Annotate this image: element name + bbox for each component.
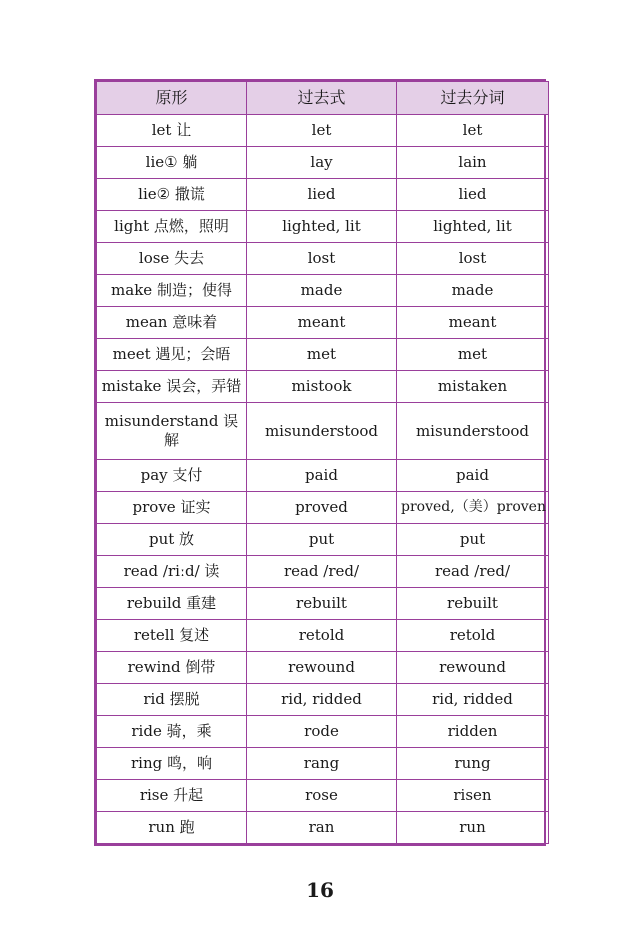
cell-past-tense: ran (247, 812, 397, 844)
cell-past-participle: lain (397, 147, 549, 179)
table-row (97, 403, 549, 460)
table-row (97, 684, 549, 716)
verb-table-frame (94, 79, 546, 846)
cell-base-form: make 制造；使得 (97, 275, 247, 307)
cell-past-participle: retold (397, 620, 549, 652)
cell-past-tense: put (247, 524, 397, 556)
cell-past-tense: rid, ridded (247, 684, 397, 716)
table-row (97, 492, 549, 524)
cell-base-form: retell 复述 (97, 620, 247, 652)
cell-base-form: lose 失去 (97, 243, 247, 275)
cell-past-tense: rebuilt (247, 588, 397, 620)
cell-base-form: meet 遇见；会晤 (97, 339, 247, 371)
cell-past-participle: meant (397, 307, 549, 339)
cell-past-tense: rose (247, 780, 397, 812)
table-row (97, 307, 549, 339)
cell-past-participle: rid, ridded (397, 684, 549, 716)
cell-past-tense: paid (247, 460, 397, 492)
cell-base-form: ride 骑，乘 (97, 716, 247, 748)
cell-past-participle: proved,（美）proven (397, 492, 549, 524)
cell-past-participle: rung (397, 748, 549, 780)
table-row (97, 748, 549, 780)
cell-base-form: rewind 倒带 (97, 652, 247, 684)
cell-past-participle: paid (397, 460, 549, 492)
cell-past-participle: ridden (397, 716, 549, 748)
cell-past-tense: rewound (247, 652, 397, 684)
cell-base-form: let 让 (97, 115, 247, 147)
cell-past-participle: run (397, 812, 549, 844)
cell-base-form: prove 证实 (97, 492, 247, 524)
cell-base-form: light 点燃，照明 (97, 211, 247, 243)
cell-past-participle: put (397, 524, 549, 556)
header-base-form: 原形 (97, 82, 247, 115)
cell-base-form: mean 意味着 (97, 307, 247, 339)
cell-past-tense: lighted, lit (247, 211, 397, 243)
table-row (97, 524, 549, 556)
cell-base-form: put 放 (97, 524, 247, 556)
cell-past-participle: read /red/ (397, 556, 549, 588)
cell-past-tense: lied (247, 179, 397, 211)
cell-past-tense: lay (247, 147, 397, 179)
cell-past-participle: lighted, lit (397, 211, 549, 243)
cell-past-tense: rode (247, 716, 397, 748)
cell-past-tense: misunderstood (247, 403, 397, 460)
table-row (97, 115, 549, 147)
cell-past-participle: met (397, 339, 549, 371)
cell-past-tense: met (247, 339, 397, 371)
cell-past-tense: mistook (247, 371, 397, 403)
cell-past-participle: rewound (397, 652, 549, 684)
cell-past-tense: let (247, 115, 397, 147)
table-row (97, 339, 549, 371)
cell-base-form: mistake 误会，弄错 (97, 371, 247, 403)
table-row (97, 275, 549, 307)
irregular-verb-table (96, 81, 549, 844)
cell-past-participle: made (397, 275, 549, 307)
cell-past-tense: made (247, 275, 397, 307)
cell-base-form: rebuild 重建 (97, 588, 247, 620)
page-number: 16 (306, 878, 334, 902)
cell-base-form: lie① 躺 (97, 147, 247, 179)
cell-past-tense: read /red/ (247, 556, 397, 588)
cell-base-form: read /riːd/ 读 (97, 556, 247, 588)
header-past-participle: 过去分词 (397, 82, 549, 115)
table-row (97, 716, 549, 748)
table-row (97, 211, 549, 243)
cell-past-tense: meant (247, 307, 397, 339)
cell-past-participle: risen (397, 780, 549, 812)
cell-base-form: rid 摆脱 (97, 684, 247, 716)
cell-base-form: rise 升起 (97, 780, 247, 812)
cell-past-participle: lost (397, 243, 549, 275)
cell-past-participle: rebuilt (397, 588, 549, 620)
cell-past-tense: retold (247, 620, 397, 652)
table-header-row (97, 82, 549, 115)
table-row (97, 460, 549, 492)
table-row (97, 371, 549, 403)
cell-base-form: run 跑 (97, 812, 247, 844)
cell-base-form: ring 鸣，响 (97, 748, 247, 780)
cell-past-participle: misunderstood (397, 403, 549, 460)
cell-past-tense: proved (247, 492, 397, 524)
cell-past-participle: mistaken (397, 371, 549, 403)
cell-past-tense: rang (247, 748, 397, 780)
table-row (97, 780, 549, 812)
table-row (97, 243, 549, 275)
cell-past-participle: lied (397, 179, 549, 211)
table-row (97, 588, 549, 620)
cell-base-form: pay 支付 (97, 460, 247, 492)
table-row (97, 620, 549, 652)
table-row (97, 147, 549, 179)
cell-past-tense: lost (247, 243, 397, 275)
header-past-tense: 过去式 (247, 82, 397, 115)
cell-base-form: lie② 撒谎 (97, 179, 247, 211)
table-row (97, 556, 549, 588)
table-row (97, 652, 549, 684)
table-row (97, 812, 549, 844)
cell-past-participle: let (397, 115, 549, 147)
table-row (97, 179, 549, 211)
cell-base-form: misunderstand 误解 (97, 403, 247, 460)
